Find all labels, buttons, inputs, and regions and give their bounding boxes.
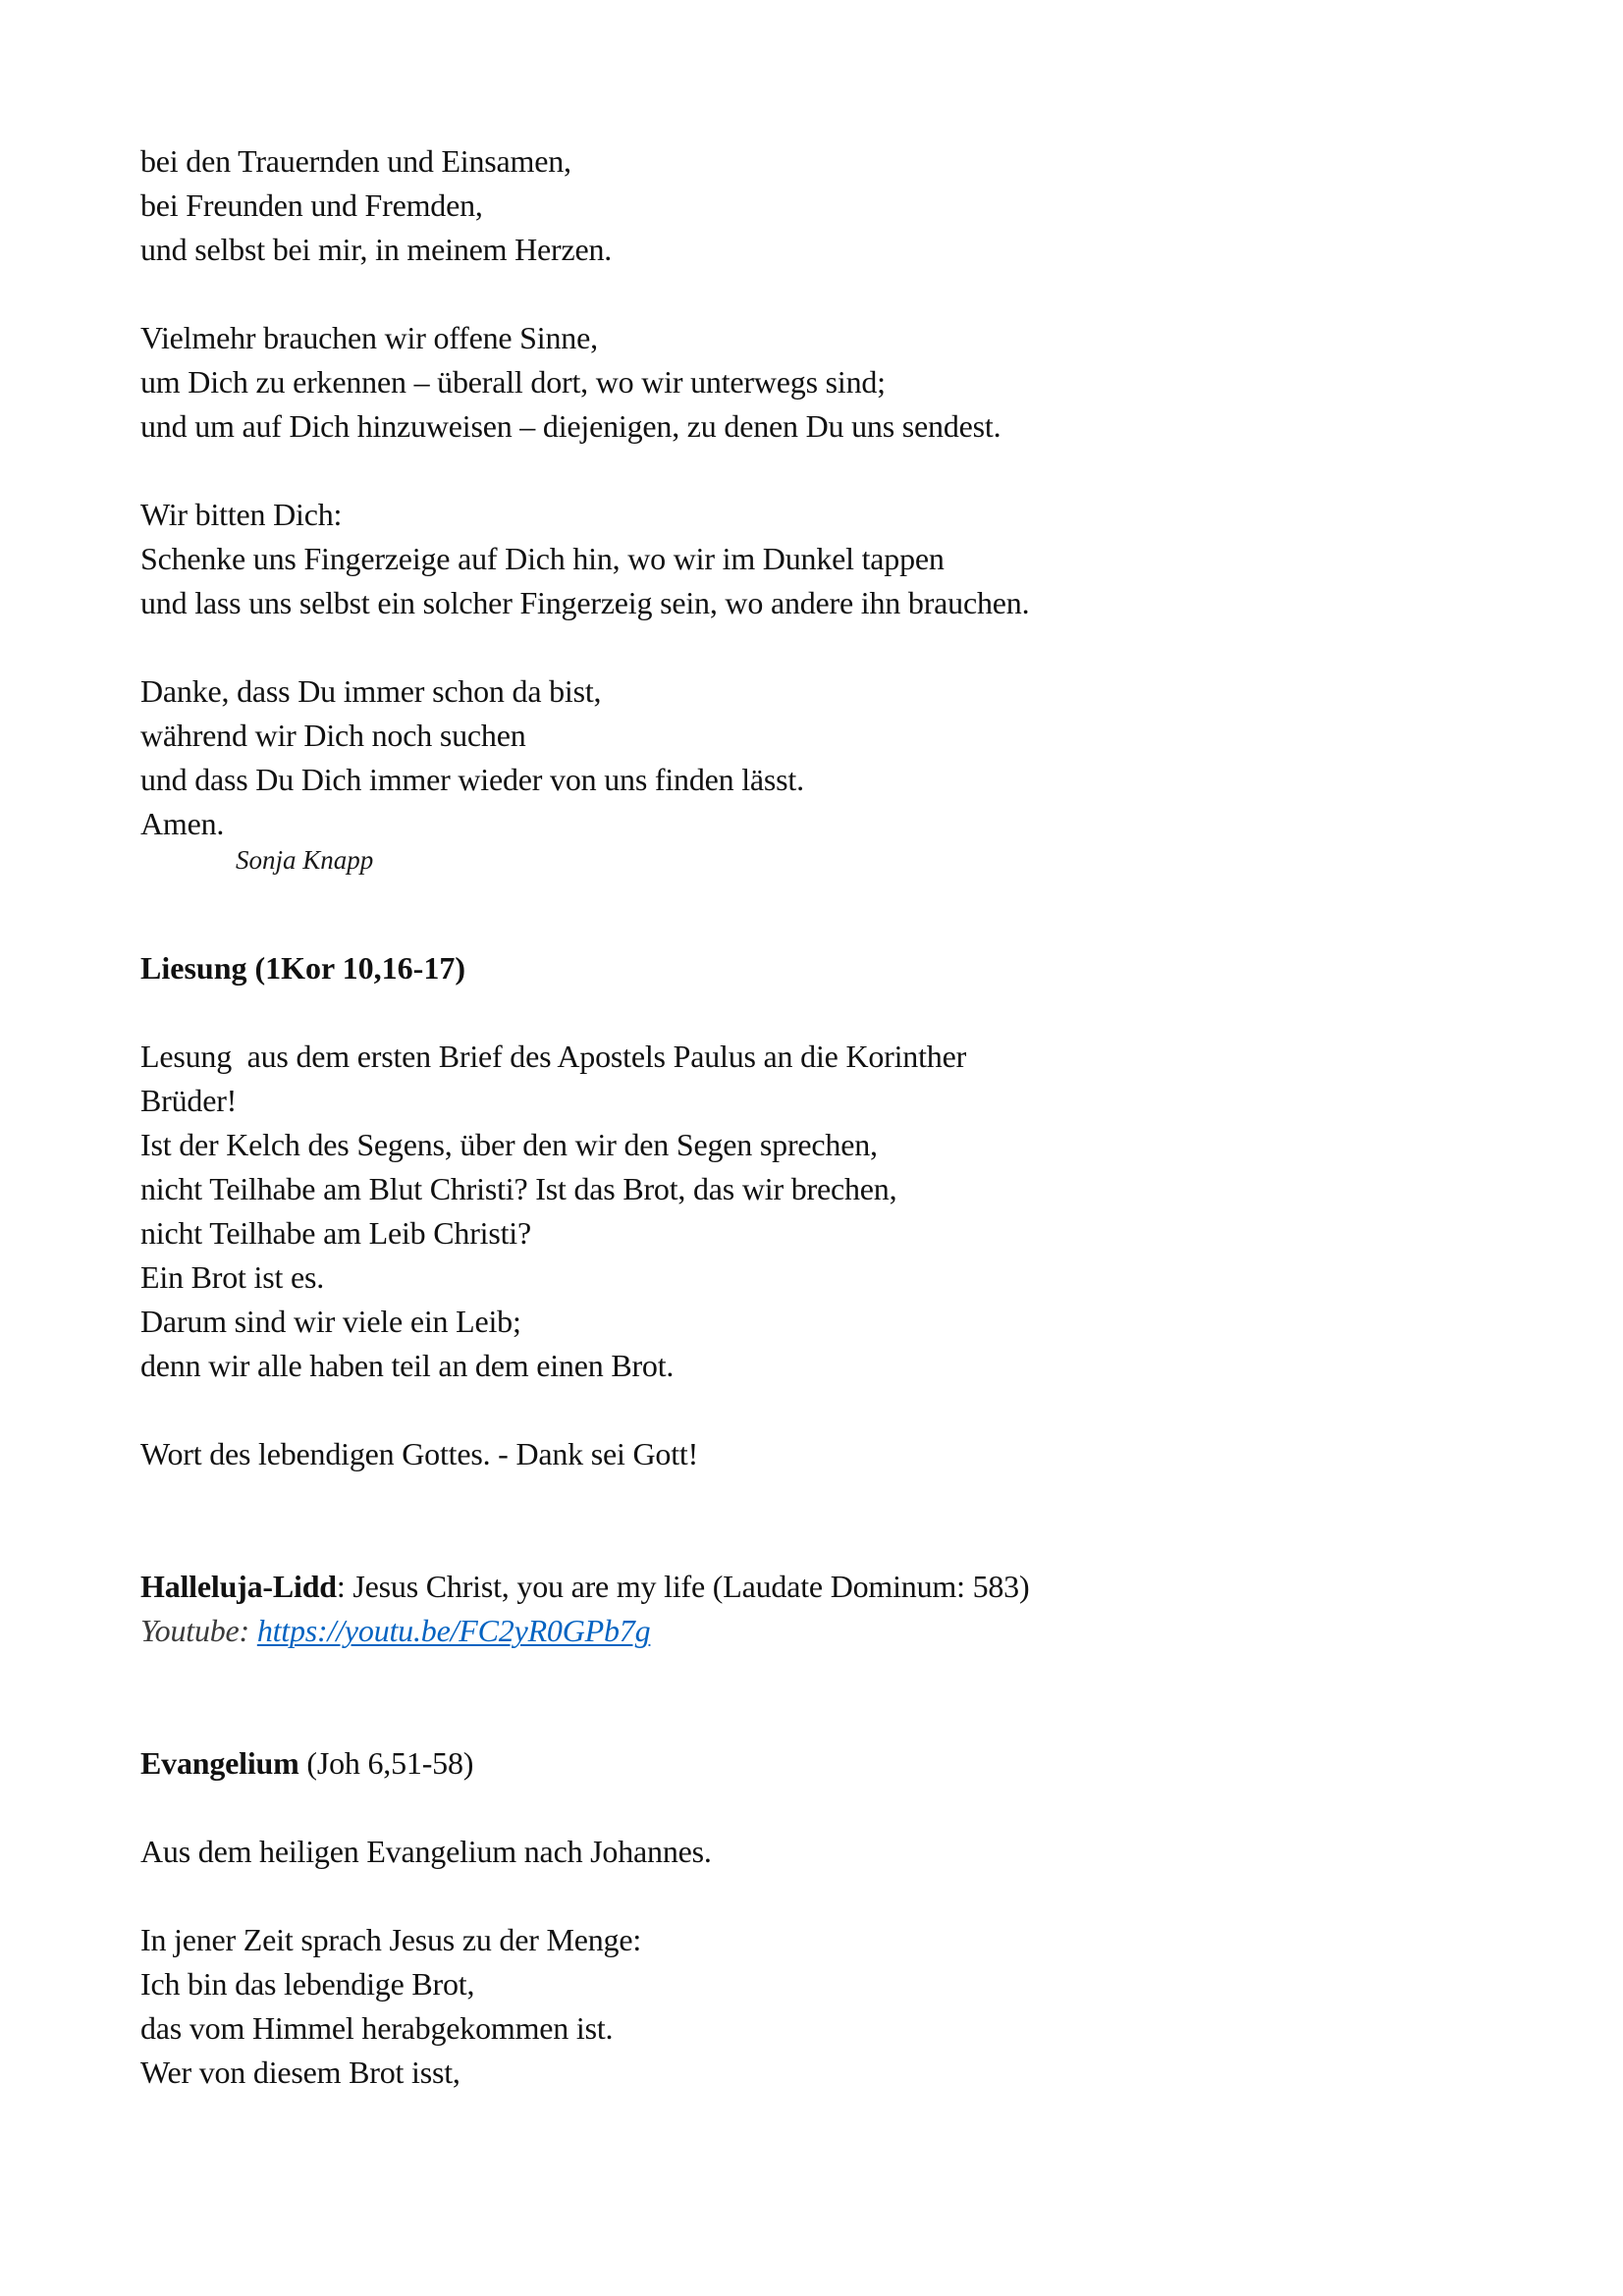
paragraph-spacer <box>140 625 1486 669</box>
prayer-line: Wir bitten Dich: <box>140 497 343 532</box>
prayer-stanza-2 <box>140 316 1486 449</box>
reading-closing: Wort des lebendigen Gottes. - Dank sei Gott! <box>140 1436 699 1471</box>
gospel-section <box>140 1741 1486 2095</box>
reading-line: nicht Teilhabe am Blut Christi? Ist das Brot, das wir brechen, <box>140 1171 897 1206</box>
youtube-link[interactable]: https://youtu.be/FC2yR0GPb7g <box>256 1613 651 1648</box>
gospel-reference: (Joh 6,51-58) <box>298 1745 474 1781</box>
prayer-line: bei Freunden und Fremden, <box>140 187 483 223</box>
reading-intro: Lesung aus dem ersten Brief des Apostels Paulus an die Korinther <box>140 1039 967 1074</box>
prayer-author: Sonja Knapp <box>236 845 374 875</box>
reading-line: Brüder! <box>140 1083 238 1118</box>
reading-line: Ist der Kelch des Segens, über den wir den Segen sprechen, <box>140 1127 878 1162</box>
alleluia-song-title: : Jesus Christ, you are my life (Laudate Dominum: 583) <box>336 1569 1030 1604</box>
prayer-line: und selbst bei mir, in meinem Herzen. <box>140 232 613 267</box>
reading-heading: Liesung (1Kor 10,16-17) <box>140 950 465 986</box>
gospel-label: Evangelium <box>140 1745 299 1781</box>
gospel-heading <box>140 1741 1486 1786</box>
youtube-line <box>140 1609 1486 1653</box>
prayer-line: und um auf Dich hinzuweisen – diejenigen, zu denen Du uns sendest. <box>140 408 1001 444</box>
section-spacer <box>140 1653 1486 1741</box>
alleluia-line <box>140 1565 1486 1609</box>
youtube-label: Youtube: <box>140 1613 257 1648</box>
paragraph-spacer <box>140 1874 1486 1918</box>
section-spacer <box>140 878 1486 946</box>
document-page <box>140 139 1486 2095</box>
reading-line: nicht Teilhabe am Leib Christi? <box>140 1215 531 1251</box>
reading-line: Darum sind wir viele ein Leib; <box>140 1304 521 1339</box>
prayer-line: und dass Du Dich immer wieder von uns finden lässt. <box>140 762 804 797</box>
prayer-line: Danke, dass Du immer schon da bist, <box>140 673 602 709</box>
gospel-line: das vom Himmel herabgekommen ist. <box>140 2010 614 2046</box>
prayer-amen: Amen. <box>140 806 225 841</box>
gospel-intro: Aus dem heiligen Evangelium nach Johannes. <box>140 1834 712 1869</box>
paragraph-spacer <box>140 272 1486 316</box>
gospel-line: Ich bin das lebendige Brot, <box>140 1966 475 2002</box>
paragraph-spacer <box>140 1786 1486 1830</box>
prayer-line: Vielmehr brauchen wir offene Sinne, <box>140 320 598 355</box>
prayer-line: und lass uns selbst ein solcher Fingerzeig sein, wo andere ihn brauchen. <box>140 585 1030 620</box>
alleluia-label: Halleluja-Lidd <box>140 1569 337 1604</box>
section-spacer <box>140 1476 1486 1565</box>
reading-line: Ein Brot ist es. <box>140 1259 325 1295</box>
gospel-line: Wer von diesem Brot isst, <box>140 2055 460 2090</box>
gospel-line: In jener Zeit sprach Jesus zu der Menge: <box>140 1922 642 1957</box>
reading-section <box>140 946 1486 1476</box>
prayer-line: während wir Dich noch suchen <box>140 718 526 753</box>
alleluia-section <box>140 1565 1486 1653</box>
reading-line: denn wir alle haben teil an dem einen Brot. <box>140 1348 675 1383</box>
prayer-line: um Dich zu erkennen – überall dort, wo wir unterwegs sind; <box>140 364 886 400</box>
paragraph-spacer <box>140 1388 1486 1432</box>
prayer-stanza-4 <box>140 669 1486 878</box>
prayer-stanza-3 <box>140 493 1486 625</box>
paragraph-spacer <box>140 449 1486 493</box>
prayer-line: Schenke uns Fingerzeige auf Dich hin, wo wir im Dunkel tappen <box>140 541 945 576</box>
paragraph-spacer <box>140 990 1486 1035</box>
prayer-line: bei den Trauernden und Einsamen, <box>140 143 571 179</box>
prayer-stanza-1 <box>140 139 1486 272</box>
